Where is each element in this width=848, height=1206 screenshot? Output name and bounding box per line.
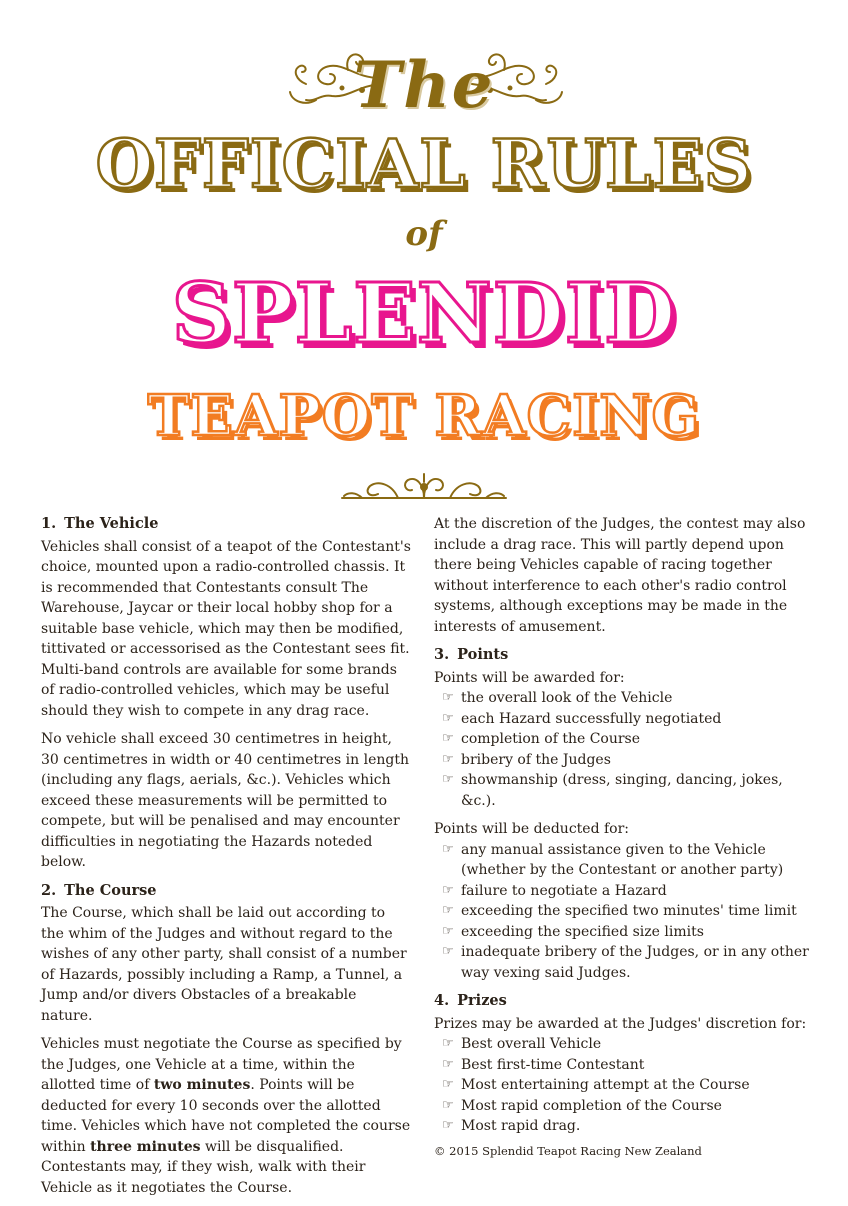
list-item [434,901,814,922]
course-text: . Points will be deducted for every 10 seconds over the allotted time. Vehicles which have not completed the course within [41,1077,411,1155]
title-the: The [353,48,495,123]
points-awarded-list [434,688,814,811]
pointing-hand-icon: ☞ [442,1077,454,1092]
list-item-text: Best first-time Contestant [461,1056,645,1073]
section-number: 1. [41,515,57,532]
list-item-text: Most entertaining attempt at the Course [461,1077,750,1093]
points-deducted-list [434,840,814,984]
prizes-list [434,1034,814,1137]
list-item [434,1096,814,1117]
course-paragraph-3: At the discretion of the Judges, the contest may also include a drag race. This will partly depend upon there being Vehicles capable of racing together without interference to each other's radio control systems, although exceptions may be made in the interests of amusement. [434,516,806,635]
right-column [434,514,814,1145]
list-item-text: exceeding the specified size limits [461,923,704,940]
list-item [434,1075,814,1096]
title-teapot-racing: TEAPOT RACING [147,383,701,449]
section-heading-points [434,645,814,666]
title-official-rules: OFFICIAL RULES [95,125,753,203]
section-number: 2. [41,881,57,899]
section-title: The Vehicle [64,515,159,532]
list-item-text: exceeding the specified two minutes' time limit [461,903,797,919]
list-item [434,770,814,811]
list-item [434,942,814,983]
course-text: will be disqualified. Contestants may, if they wish, walk with their Vehicle as it negotiates the Course. [41,1138,366,1196]
list-item [434,1055,814,1076]
list-item-text: bribery of the Judges [461,751,611,768]
section-heading-vehicle [41,514,411,535]
section-title: Prizes [457,992,507,1009]
list-item [434,709,814,730]
bottom-ornament-icon [338,470,510,504]
prizes-intro: Prizes may be awarded at the Judges' discretion for: [434,1015,807,1032]
list-item [434,1116,814,1137]
list-item [434,922,814,943]
list-item-text: the overall look of the Vehicle [461,690,673,706]
vehicle-paragraph-2: No vehicle shall exceed 30 centimetres in height, 30 centimetres in width or 40 centimetres in length (including any flags, aerials, &c.). Vehicles which exceed these measurements will be permitted to compete, but will be penalised and may encounter difficulties in negotiating the Hazards noteded below. [41,731,409,870]
course-text: Vehicles must negotiate the Course as specified by the Judges, one Vehicle at a time, within the allotted time of [41,1036,402,1093]
course-paragraph-1: The Course, which shall be laid out according to the whim of the Judges and without regard to the wishes of any other party, shall consist of a number of Hazards, possibly including a Ramp, a Tunnel, a Jump and/or divers Obstacles of a breakable nature. [41,905,407,1024]
list-item-text: showmanship (dress, singing, dancing, jokes, &c.). [461,772,783,809]
disqualify-limit-bold: three minutes [90,1138,201,1155]
pointing-hand-icon: ☞ [442,731,454,746]
title-of: of [405,214,443,254]
points-deducted-intro: Points will be deducted for: [434,821,630,837]
list-item-text: any manual assistance given to the Vehicle (whether by the Contestant or another party) [461,841,784,878]
pointing-hand-icon: ☞ [442,710,454,726]
course-paragraph-2 [41,1034,411,1198]
time-limit-bold: two minutes [153,1077,251,1093]
pointing-hand-icon: ☞ [442,772,454,787]
list-item-text: completion of the Course [461,731,641,747]
pointing-hand-icon: ☞ [442,1118,454,1133]
list-item [434,840,814,881]
points-awarded-intro: Points will be awarded for: [434,669,625,686]
pointing-hand-icon: ☞ [442,1097,454,1113]
pointing-hand-icon: ☞ [442,944,454,959]
list-item-text: failure to negotiate a Hazard [461,882,667,899]
pointing-hand-icon: ☞ [442,1056,454,1072]
pointing-hand-icon: ☞ [442,903,454,918]
list-item [434,1034,814,1055]
copyright-footer: © 2015 Splendid Teapot Racing New Zealand [434,1144,702,1158]
section-title: The Course [64,881,157,899]
title-splendid: SPLENDID [171,266,677,362]
section-heading-course [41,881,411,902]
list-item-text: Most rapid drag. [461,1118,581,1134]
list-item [434,729,814,750]
list-item [434,750,814,771]
section-title: Points [457,646,509,663]
list-item [434,688,814,709]
section-heading-prizes [434,991,814,1012]
pointing-hand-icon: ☞ [442,923,454,939]
pointing-hand-icon: ☞ [442,841,454,857]
section-number: 4. [434,992,450,1009]
list-item-text: Best overall Vehicle [461,1036,602,1052]
title-banner [0,0,848,515]
list-item-text: Most rapid completion of the Course [461,1097,722,1114]
left-column [41,514,411,1206]
list-item-text: inadequate bribery of the Judges, or in any other way vexing said Judges. [461,944,809,981]
vehicle-paragraph-1: Vehicles shall consist of a teapot of the Contestant's choice, mounted upon a radio-controlled chassis. It is recommended that Contestants consult The Warehouse, Jaycar or their local hobby shop for a suitable base vehicle, which may then be modified, tittivated or accessorised as the Contestant sees fit. Multi-band controls are available for some brands of radio-controlled vehicles, which may be useful should they wish to compete in any drag race. [41,538,411,719]
pointing-hand-icon: ☞ [442,1036,454,1051]
pointing-hand-icon: ☞ [442,751,454,767]
pointing-hand-icon: ☞ [442,882,454,898]
pointing-hand-icon: ☞ [442,690,454,705]
list-item-text: each Hazard successfully negotiated [461,710,722,727]
section-number: 3. [434,646,450,663]
list-item [434,881,814,902]
